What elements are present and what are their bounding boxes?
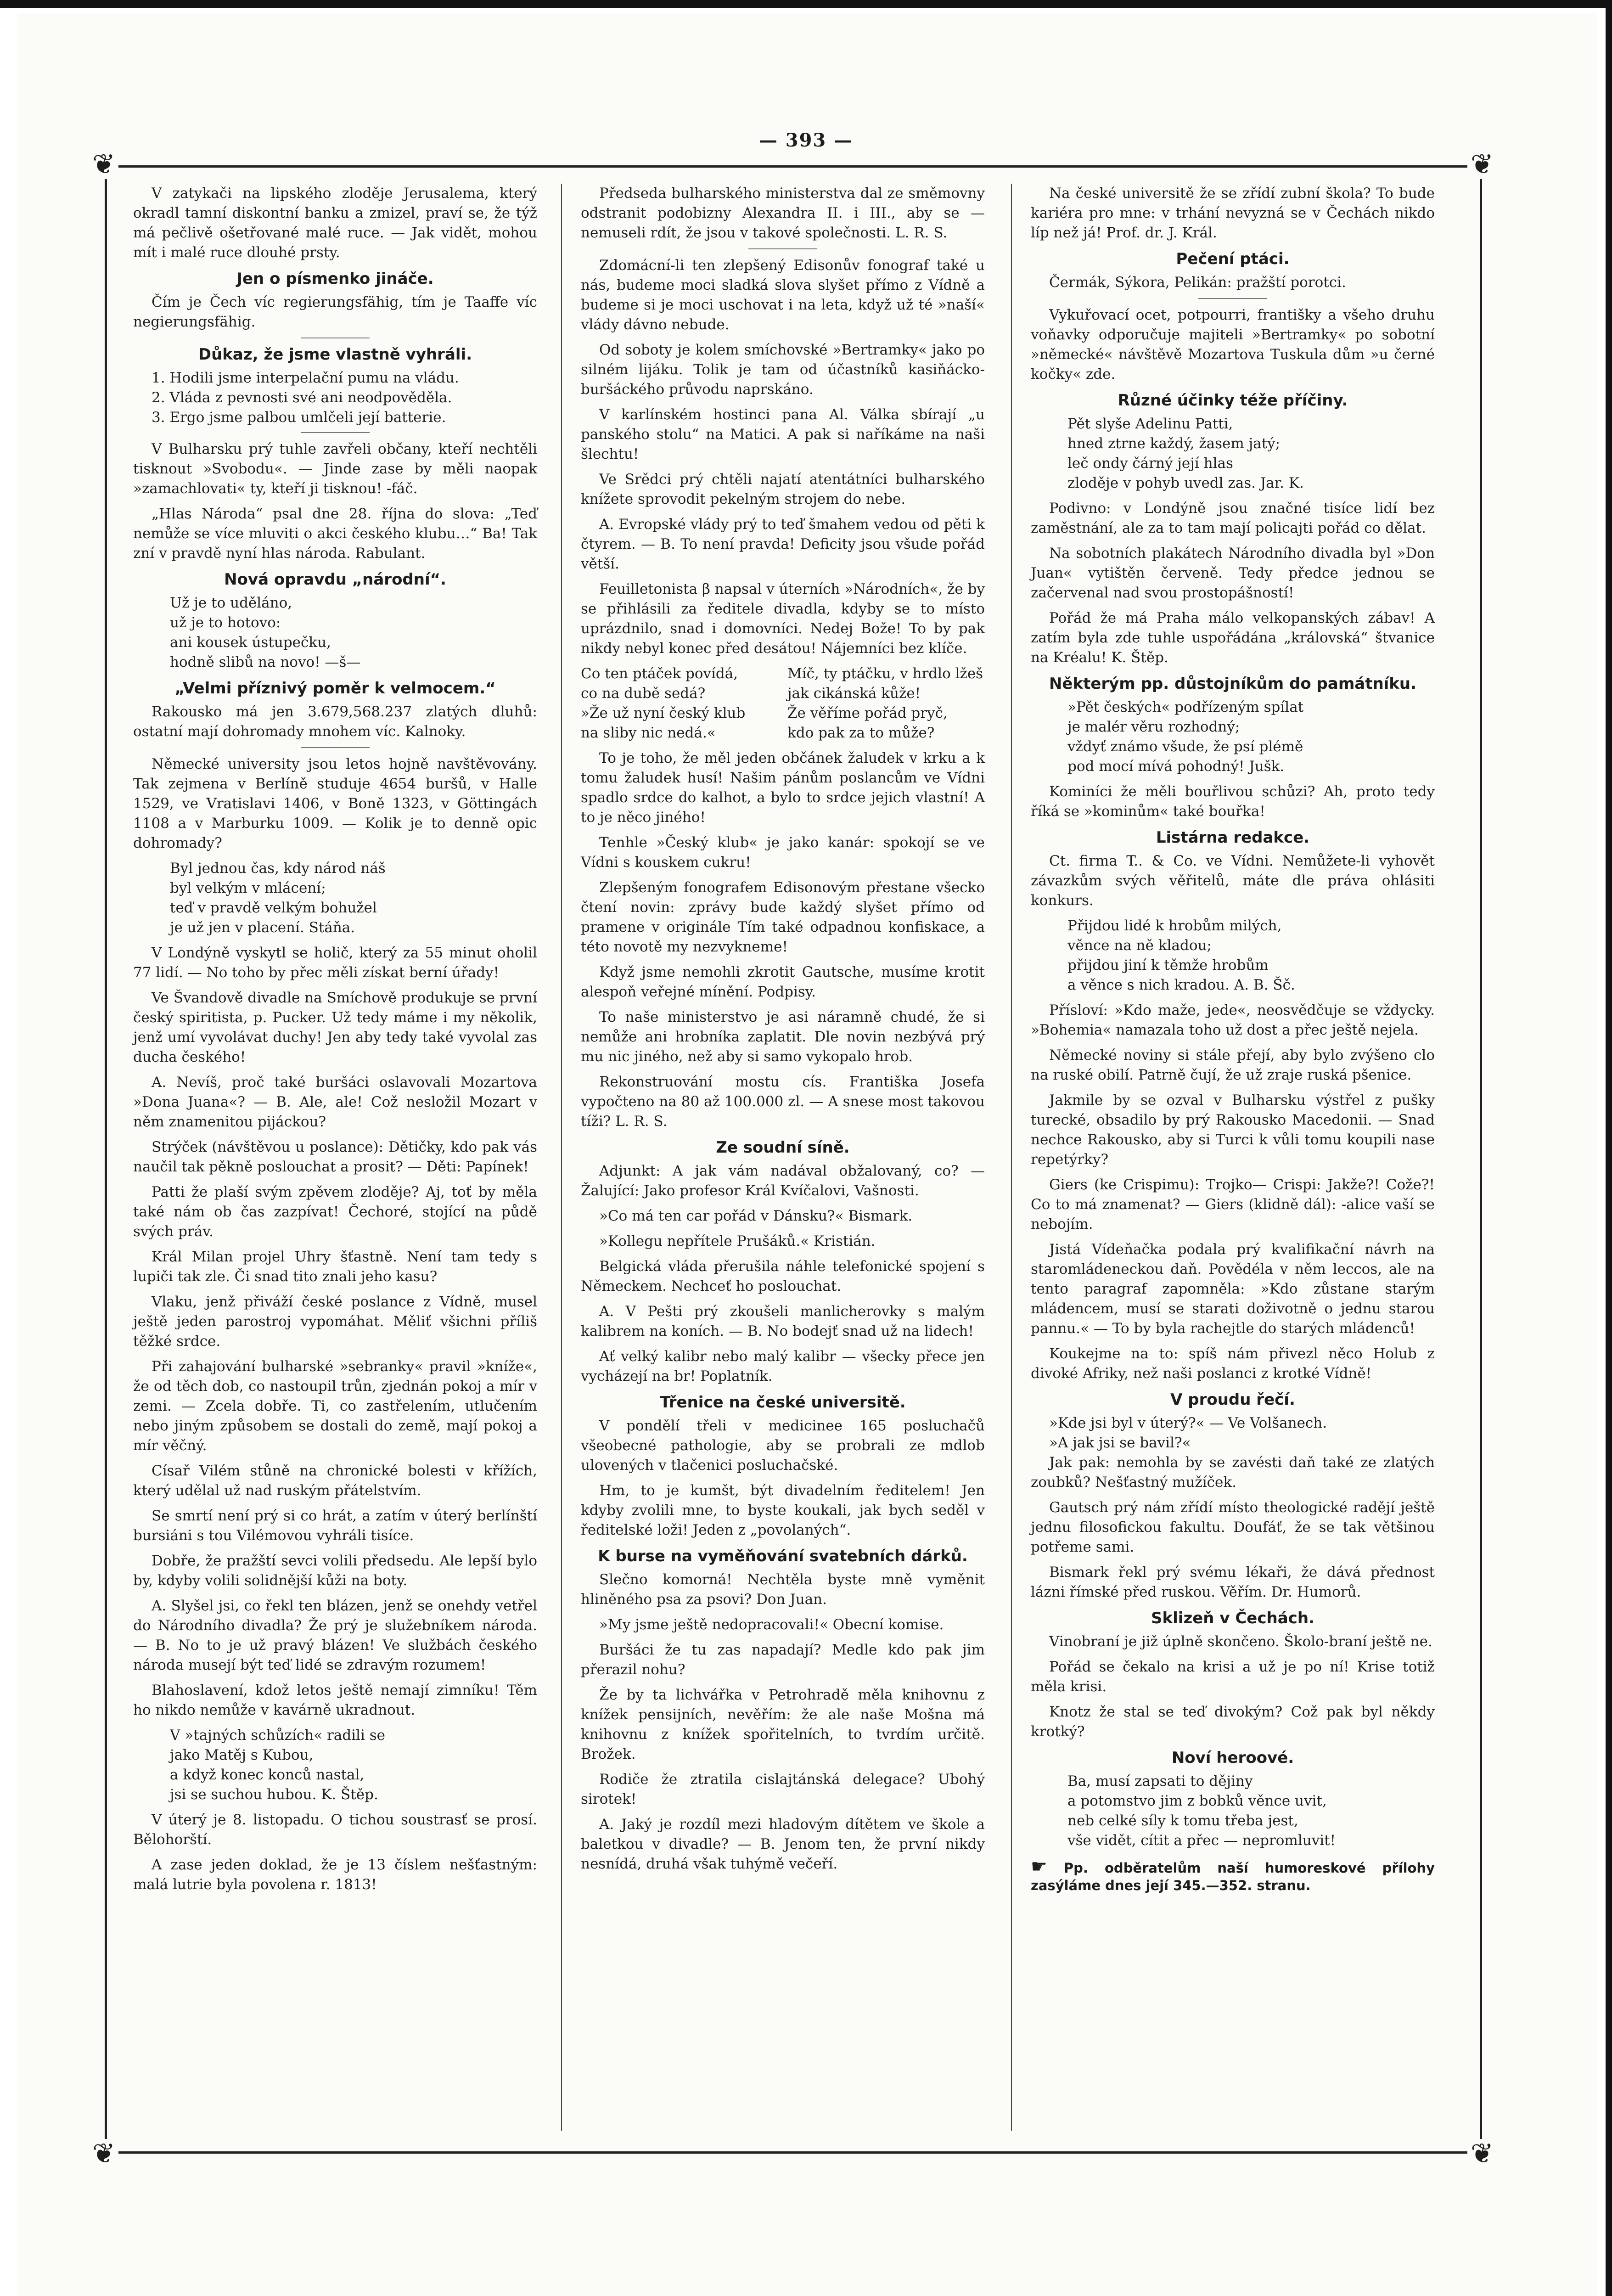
article: Zlepšeným fonografem Edisonovým přestane všecko čtení novin: zprávy bude každý slyšet přímo od pramene v originále Tím také odpadnou konfiskace, a této novotě my nezvykneme!: [581, 879, 985, 955]
article: Adjunkt: A jak vám nadával obžalovaný, co? — Žalující: Jako profesor Král Kvíčalovi, Vašnosti.: [581, 1163, 985, 1199]
article: Přísloví: »Kdo maže, jede«, neosvědčuje se vždycky. »Bohemia« namazala toho už dost a přec ještě nejela.: [1031, 1002, 1435, 1038]
article: Král Milan projel Uhry šťastně. Není tam tedy s lupiči tak zle. Či snad tito znali jeho kasu?: [133, 1249, 537, 1285]
article: Bismark řekl prý svému lékaři, že dává přednost lázni římské před ruskou. Věřím. Dr. Humorů.: [1031, 1564, 1435, 1600]
poem: [1031, 698, 1435, 777]
poem: [1031, 1772, 1435, 1851]
list-item: 2. Vláda z pevnosti své ani neodpověděla.: [152, 389, 452, 406]
article: Čermák, Sýkora, Pelikán: pražští porotci.: [1049, 274, 1346, 291]
fleuron-icon: ❦: [89, 2139, 118, 2168]
poem-line: už je to hotovo:: [170, 614, 281, 631]
column-right: [1031, 184, 1435, 1894]
poem-line: V »tajných schůzích« radili se: [170, 1727, 386, 1744]
poem-line: kdo pak za to může?: [787, 725, 935, 741]
separator: [301, 747, 370, 748]
section-heading: Třenice na české universitě.: [660, 1393, 906, 1412]
poem-line: a když konec konců nastal,: [170, 1767, 365, 1783]
poem-line: hodně slibů na novo! —š—: [170, 654, 361, 670]
article: Tenhle »Český klub« je jako kanár: spokojí se ve Vídni s kouskem cukru!: [581, 834, 985, 871]
poem-line: byl velkým v mlácení;: [170, 880, 326, 896]
section-heading: Sklizeň v Čechách.: [1151, 1609, 1314, 1627]
poem-line: pod mocí mívá pohodný! Jušk.: [1067, 758, 1285, 775]
poem-line: a potomstvo jim z bobků věnce uvit,: [1067, 1793, 1327, 1809]
article: Ct. firma T.. & Co. ve Vídni. Nemůžete-li vyhovět závazkům svých věřitelů, máte dle práva ohlásiti konkurs.: [1031, 853, 1435, 909]
article: Na české universitě že se zřídí zubní škola? To bude kariéra pro mne: v trhání nevyzná se v Čechách nikdo líp než já! Prof. dr. J. Král.: [1031, 185, 1435, 241]
poem-line: Už je to uděláno,: [170, 595, 292, 611]
article: Vlaku, jenž přiváží české poslance z Vídně, musel ještě jeden parostroj vypomáhat. Měliť všichni příliš těžké srdce.: [133, 1294, 537, 1350]
article: Že by ta lichvářka v Petrohradě měla knihovnu z knížek pensijních, nevěřím: že ale naše Mošna má knihovnu z knížek spořitelních, to tvrdím určitě. Brožek.: [581, 1687, 985, 1762]
article: Jakmile by se ozval v Bulharsku výstřel z pušky turecké, obsadilo by prý Rakousko Macedonii. — Snad nechce Rakousko, aby si Turci k vůli tomu koupili nase repetýrky?: [1031, 1092, 1435, 1168]
article: Předseda bulharského ministerstva dal ze směmovny odstranit podobizny Alexandra II. i III., aby se — nemuseli rdít, že jsou v takové společnosti. L. R. S.: [581, 185, 985, 241]
section-heading: Pečení ptáci.: [1176, 250, 1290, 268]
article: A. Evropské vlády prý to teď šmahem vedou od pěti k čtyrem. — B. To není pravda! Deficity jsou všude pořád větší.: [581, 516, 985, 572]
column-rule: [561, 184, 562, 2131]
article: Ať velký kalibr nebo malý kalibr — všecky přece jen vycházejí na br! Poplatník.: [581, 1348, 985, 1384]
article: Podivno: v Londýně jsou značné tisíce lidí bez zaměstnání, ale za to tam mají policajti pořád co dělat.: [1031, 500, 1435, 536]
poem-line: je už jen v placení. Stáňa.: [170, 919, 355, 936]
article: Od soboty je kolem smíchovské »Bertramky« jako po silném lijáku. Tolik je tam od účastníků kasiňácko-buršáckého průvodu naprskáno.: [581, 342, 985, 398]
poem-line: »Pět českých« podřízeným spílat: [1067, 699, 1304, 715]
article: Giers (ke Crispimu): Trojko— Crispi: Jakže?! Cože?! Co to má znamenat? — Giers (klidně dál): -alice vaší se nebojím.: [1031, 1176, 1435, 1232]
article: Ve Švandově divadle na Smíchově produkuje se první český spiritista, p. Pucker. Už tedy máme i my několik, jenž umí vyvolávat duchy! Jen aby tedy také vyvolal zas ducha českého!: [133, 990, 537, 1065]
poem: [133, 1726, 537, 1805]
poem-line: jak cikánská kůže!: [787, 685, 921, 702]
separator: [748, 248, 817, 249]
article: To je toho, že měl jeden občánek žaludek v krku a k tomu žaludek husí! Našim pánům poslancům ve Vídni spadlo srdce do kalhot, a bylo to srdce jejich vlastní! A to je něco jiného!: [581, 750, 985, 826]
article: „Hlas Národa“ psal dne 28. října do slova: „Teď nemůže se více mluviti o akci českého klubu…“ Ba! Tak zní v pravdě nyní hlas národa. Rabulant.: [133, 506, 537, 562]
notice-text: Pp. odběratelům naší humoreskové přílohy zasýláme dnes její 345.—352. stranu.: [1031, 1860, 1435, 1893]
column-rule: [1011, 184, 1012, 2131]
poem-line: vše vidět, cítit a přec — nepromluvit!: [1067, 1832, 1336, 1849]
dialogue-line: »A jak jsi se bavil?«: [1049, 1435, 1191, 1451]
poem-line: co na dubě sedá?: [581, 685, 706, 702]
poem-line: leč ondy čárný její hlas: [1067, 455, 1233, 472]
poem-line: přijdou jiní k těmže hrobům: [1067, 957, 1269, 974]
article: »Kollegu nepřítele Prušáků.« Kristián.: [599, 1233, 876, 1249]
section-heading: Nová opravdu „národní“.: [224, 570, 446, 589]
poem-line: Pět slyše Adelinu Patti,: [1067, 416, 1233, 432]
separator: [1198, 298, 1267, 299]
scan-border-top: [0, 0, 1612, 8]
article: A. Slyšel jsi, co řekl ten blázen, jenž se onehdy vetřel do Národního divadla? Že prý je služebníkem národa. — B. No to je už pravý blázen! Ve službách českého národa musejí být teď lidé se zdravým rozumem!: [133, 1598, 537, 1673]
section-heading: K burse na vyměňování svatebních dárků.: [598, 1547, 968, 1565]
article: Pořád že má Praha málo velkopanských zábav! A zatím byla zde tuhle uspořádána „královská“ štvanice na Kréalu! K. Štěp.: [1031, 610, 1435, 666]
article: Císař Vilém stůně na chronické bolesti v křížích, který udělal už nad ruským přátelstvím.: [133, 1463, 537, 1499]
poem-line: neb celké síly k tomu třeba jest,: [1067, 1812, 1298, 1829]
article: Vykuřovací ocet, potpourri, františky a všeho druhu voňavky odporučuje majiteli »Bertramky« po sobotní »německé« návštěvě Mozartova Tuskula dům »u černé kočky« zde.: [1031, 307, 1435, 383]
article: V Londýně vyskytl se holič, který za 55 minut oholil 77 lidí. — No toho by přec měli získat berní úřady!: [133, 945, 537, 981]
poem-line: na sliby nic nedá.«: [581, 725, 716, 741]
separator: [301, 432, 370, 433]
article: Patti že plaší svým zpěvem zloděje? Aj, toť by měla také nám ob čas zazpívat! Čechoré, stojící na půdě svých práv.: [133, 1184, 537, 1240]
article: Jistá Vídeňačka podala prý kvalifikační návrh na staromládeneckou daň. Povědéla v něm leccos, ale na tento paragraf zapomněla: »Kdo zůstane starým mládencem, musí se starati doživotně o jednu starou pannu.« — To by byla rachejtle do starých mládenců!: [1031, 1241, 1435, 1337]
article: Gautsch prý nám zřídí místo theologické radějí ještě jednu filosofickou fakultu. Doufáť, že se tak většinou potřeme sami.: [1031, 1499, 1435, 1555]
poem: [1031, 414, 1435, 493]
article: V zatykači na lipského zloděje Jerusalema, který okradl tamní diskontní banku a zmizel, praví se, že týž má pečlivě ošetřované malé ruce. — Jak vidět, mohou mít i malé ruce dlouhé prsty.: [133, 185, 537, 261]
section-heading: Listárna redakce.: [1156, 828, 1310, 847]
section-heading: Noví heroové.: [1171, 1749, 1294, 1767]
article: V úterý je 8. listopadu. O tichou soustrasť se prosí. Bělohorští.: [133, 1812, 537, 1848]
poem-line: vždyť známo všude, že psí plémě: [1067, 738, 1303, 755]
section-heading: Různé účinky téže příčiny.: [1118, 391, 1348, 410]
poem: [133, 859, 537, 938]
section-heading: Některým pp. důstojníkům do památníku.: [1049, 675, 1417, 693]
section-heading: „Velmi příznivý poměr k velmocem.“: [174, 679, 496, 698]
article: Se smrtí není prý si co hrát, a zatím v úterý berlínští bursiáni s tou Vilémovou vyhráli tisíce.: [133, 1508, 537, 1544]
poem-line: »Že už nyní český klub: [581, 705, 746, 721]
article: V pondělí třeli v medicinee 165 posluchačů všeobecné pathologie, aby se probrali ze mdlob ulovených v tlačenici posluchačské.: [581, 1418, 985, 1474]
list-item: 1. Hodili jsme interpelační pumu na vládu.: [152, 370, 459, 386]
dialogue-line: »Kde jsi byl v úterý?« — Ve Volšanech.: [1049, 1415, 1327, 1431]
article: Slečno komorná! Nechtěla byste mně vyměnit hliněného psa za psovi? Don Juan.: [581, 1571, 985, 1608]
poem-line: ani kousek ústupečku,: [170, 634, 331, 651]
article: A. Jaký je rozdíl mezi hladovým dítětem ve škole a baletkou v divadle? — B. Jenom ten, že první nikdy nesnídá, druhá však tuhýmě večeří.: [581, 1816, 985, 1872]
article: Zdomácní-li ten zlepšený Edisonův fonograf také u nás, budeme moci sladká slova slyšet přímo z Vídně a budeme si je moci uschovat i na leta, když už té »naší« vlády dávno nebude.: [581, 257, 985, 333]
article: Ve Srědci prý chtěli najatí atentátníci bulharského knížete sprovodit pekelným strojem do nebe.: [581, 471, 985, 507]
article: Knotz že stal se teď divokým? Což pak byl někdy krotký?: [1031, 1704, 1435, 1740]
poem-line: Ba, musí zapsati to dějiny: [1067, 1773, 1253, 1790]
article: V karlínském hostinci pana Al. Válka sbírají „u panského stolu“ na Matici. A pak si naříkáme na naši šlechtu!: [581, 406, 985, 462]
section-heading: Ze soudní síně.: [716, 1138, 850, 1157]
section-heading: Jen o písmenko jináče.: [236, 270, 434, 288]
poem-line: Byl jednou čas, kdy národ náš: [170, 860, 386, 877]
article: Feuilletonista β napsal v úterních »Národních«, že by se přihlásili za ředitele divadla, kdyby se to místo uprázdnilo, snad i domovníci. Nedej Bože! To by pak nikdy nebyl konec před desátou! Nájemníci bez klíče.: [581, 581, 985, 657]
dialogue: [1031, 1413, 1435, 1453]
article: Na sobotních plakátech Národního divadla byl »Don Juan« vytištěn červeně. Tedy předce jednou se začervenal nad svou prostopášností!: [1031, 545, 1435, 601]
article: Hm, to je kumšt, být divadelním ředitelem! Jen kdyby zvolili mne, to byste koukali, jak bych seděl v ředitelské loži! Jeden z „povolaných“.: [581, 1482, 985, 1538]
poem: [133, 593, 537, 672]
poem-line: a věnce s nich kradou. A. B. Šč.: [1067, 977, 1295, 993]
article: Buršáci že tu zas napadají? Medle kdo pak jim přerazil nohu?: [581, 1642, 985, 1678]
article: »My jsme ještě nedopracovali!« Obecní komise.: [599, 1616, 944, 1633]
poem-line: Že věříme pořád pryč,: [787, 705, 948, 721]
section-heading: V proudu řečí.: [1170, 1390, 1295, 1409]
fleuron-icon: ❦: [89, 150, 118, 179]
article: Rekonstruování mostu cís. Františka Josefa vypočteno na 80 až 100.000 zl. — A snese most takovou tíži? L. R. S.: [581, 1074, 985, 1130]
article: Vinobraní je již úplně skončeno. Školo-braní ještě ne.: [1049, 1633, 1432, 1650]
article: »Co má ten car pořád v Dánsku?« Bismark.: [599, 1208, 913, 1224]
article: Rakousko má jen 3.679,568.237 zlatých dluhů: ostatní mají dohromady mnohem víc. Kalnoky.: [133, 703, 537, 740]
article: Když jsme nemohli zkrotit Gautsche, musíme krotit alespoň veřejné mínění. Podpisy.: [581, 964, 985, 1000]
article: Čím je Čech víc regierungsfähig, tím je Taaffe víc negierungsfähig.: [133, 294, 537, 330]
numbered-list: [133, 368, 537, 428]
article: Rodiče že ztratila cislajtánská delegace? Ubohý sirotek!: [581, 1771, 985, 1807]
article: Při zahajování bulharské »sebranky« pravil »kníže«, že od těch dob, co nastoupil trůn, zjednán pokoj a mír v zemi. — Zcela dobře. Ti, co zastřelením, utlučením nebo jiným způsobem se dostali do země, mají pokoj a mír věčný.: [133, 1358, 537, 1454]
subscriber-notice: [1031, 1858, 1435, 1894]
article: Belgická vláda přerušila náhle telefonické spojení s Německem. Nechceť ho poslouchat.: [581, 1258, 985, 1294]
column-left: [133, 184, 537, 1900]
article: A. V Pešti prý zkoušeli manlicherovky s malým kalibrem na koních. — B. No bodejť snad už na lidech!: [581, 1303, 985, 1339]
poem-line: věnce na ně kladou;: [1067, 937, 1212, 954]
article: Dobře, že pražští sevci volili předsedu. Ale lepší bylo by, kdyby volili solidnější kůži na boty.: [133, 1553, 537, 1589]
article: Pořád se čekalo na krisi a už je po ní! Krise totiž měla krisi.: [1031, 1659, 1435, 1695]
poem-line: hned ztrne každý, žasem jatý;: [1067, 435, 1281, 452]
fleuron-icon: ❦: [1467, 150, 1497, 179]
article: To naše ministerstvo je asi náramně chudé, že si nemůže ani hrobníka zaplatit. Dle novin nezbývá prý mu nic jiného, než aby si samo vykopalo hrob.: [581, 1009, 985, 1065]
article: A. Nevíš, proč také buršáci oslavovali Mozartova »Dona Juana«? — B. Ale, ale! Což nesložil Mozart v něm znamenitou pijáckou?: [133, 1074, 537, 1130]
poem-line: jsi se suchou hubou. K. Štěp.: [170, 1786, 378, 1803]
article: Blahoslavení, kdož letos ještě nemají zimníku! Těm ho nikdo nemůže v kavárně ukradnout.: [133, 1682, 537, 1718]
fleuron-icon: ❦: [1467, 2139, 1497, 2168]
poem-line: jako Matěj s Kubou,: [170, 1747, 314, 1763]
poem-line: Míč, ty ptáčku, v hrdlo lžeš: [787, 665, 983, 682]
section-heading: Důkaz, že jsme vlastně vyhráli.: [198, 345, 472, 364]
article: Strýček (návštěvou u poslance): Dětičky, kdo pak vás naučil tak pěkně poslouchat a prosit? — Děti: Papínek!: [133, 1139, 537, 1175]
poem-line: je malér věru rozhodný;: [1067, 719, 1240, 735]
poem-question: [581, 664, 778, 743]
article: Kominíci že měli bouřlivou schůzi? Ah, proto tedy říká se »kominům« také bouřka!: [1031, 783, 1435, 820]
article: Německé university jsou letos hojně navštěvovány. Tak zejmena v Berlíně studuje 4654 buršů, v Halle 1529, ve Vratislavi 1406, v Boně 1323, v Göttingách 1108 a v Marburku 1009. — Kolik je to denně opic dohromady?: [133, 756, 537, 851]
poem: [1031, 916, 1435, 995]
page-number: — 393 —: [758, 129, 854, 151]
poem-answer: [787, 664, 985, 743]
list-item: 3. Ergo jsme palbou umlčeli její batterie.: [152, 409, 446, 426]
poem-line: Co ten ptáček povídá,: [581, 665, 738, 682]
poem-line: Přijdou lidé k hrobům milých,: [1067, 917, 1282, 934]
article: V Bulharsku prý tuhle zavřeli občany, kteří nechtěli tisknout »Svobodu«. — Jinde zase by měli naopak »zamachlovati« ty, kteří ji tisknou! -fáč.: [133, 441, 537, 497]
dialogue-poem: [581, 664, 985, 743]
article: Německé noviny si stále přejí, aby bylo zvýšeno clo na ruské obilí. Patrně čují, že už zraje ruská pšenice.: [1031, 1047, 1435, 1083]
article: Koukejme na to: spíš nám přivezl něco Holub z divoké Afriky, než naši poslanci z krotké Vídně!: [1031, 1345, 1435, 1382]
article: Jak pak: nemohla by se zavésti daň také ze zlatých zoubků? Nešťastný mužíček.: [1031, 1454, 1435, 1491]
poem-line: zloděje v pohyb uvedl zas. Jar. K.: [1067, 475, 1304, 491]
column-middle: [581, 184, 985, 1880]
pointing-hand-icon: ☛: [1031, 1856, 1047, 1877]
scan-border-right: [1606, 0, 1612, 2296]
poem-line: teď v pravdě velkým bohužel: [170, 900, 377, 916]
article: A zase jeden doklad, že je 13 číslem nešťastným: malá lutrie byla povolena r. 1813!: [133, 1857, 537, 1893]
